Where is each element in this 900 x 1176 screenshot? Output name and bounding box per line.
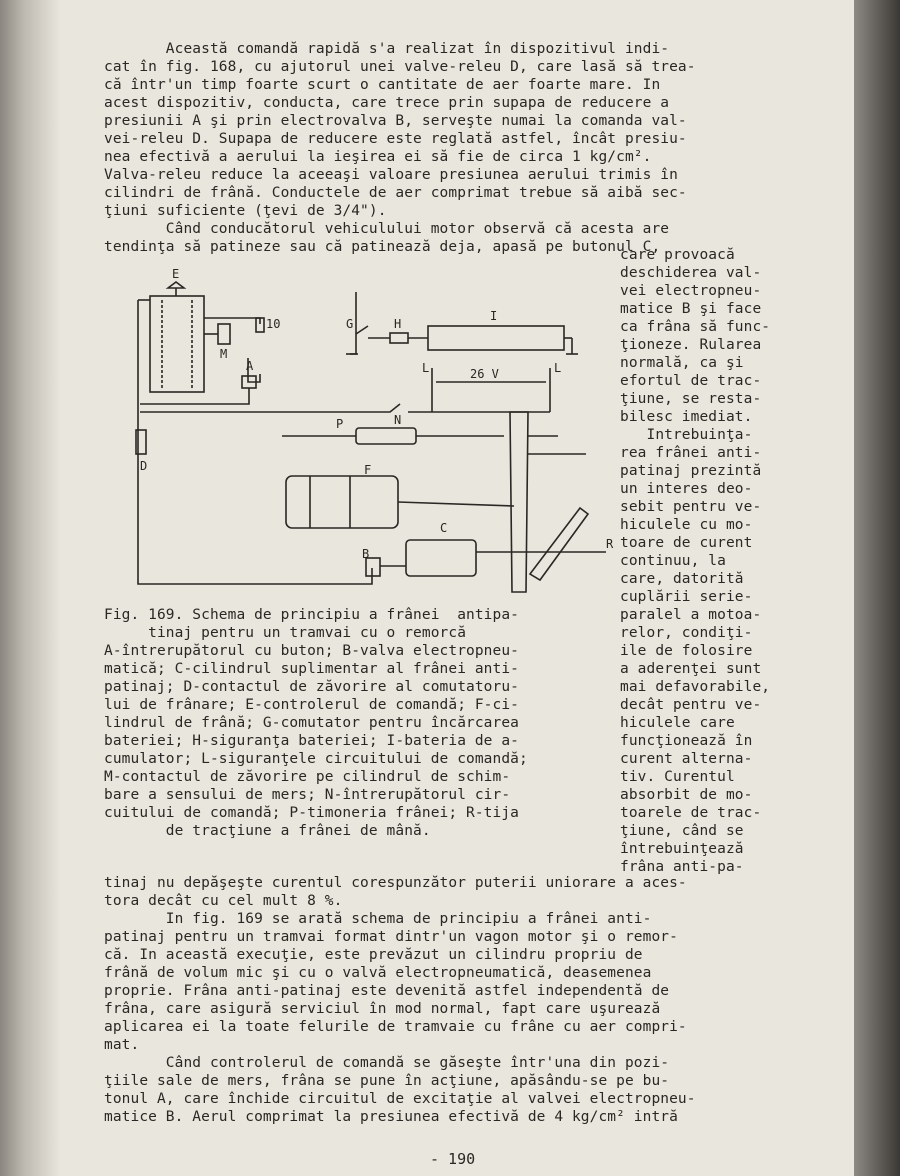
figure-caption <box>104 606 528 840</box>
text-line: Când conducătorul vehiculului motor observă că acesta are <box>104 221 670 237</box>
caption-line: cuitului de comandă; P-timoneria frânei; R-tija <box>104 805 519 821</box>
battery-i <box>428 326 564 350</box>
column-text-line: rea frânei anti- <box>620 445 762 461</box>
controller-e-box <box>150 296 204 392</box>
column-text-line: matice B şi face <box>620 301 762 317</box>
text-line: tonul A, care închide circuitul de excitaţie al valvei electropneu- <box>104 1091 696 1107</box>
svg-text:26 V: 26 V <box>470 367 499 381</box>
column-text-line: ca frâna să func- <box>620 319 771 335</box>
text-line: cat în fig. 168, cu ajutorul unei valve-releu D, care lasă să trea- <box>104 59 696 75</box>
text-line: Când controlerul de comandă se găseşte într'una din pozi- <box>104 1055 670 1071</box>
text-line: Această comandă rapidă s'a realizat în dispozitivul indi- <box>104 41 670 57</box>
text-line: frâna, care asigură serviciul în mod normal, fapt care uşurează <box>104 1001 661 1017</box>
svg-text:L: L <box>422 361 430 375</box>
svg-text:D: D <box>140 459 148 473</box>
caption-line: tinaj pentru un tramvai cu o remorcă <box>104 625 467 641</box>
caption-line: lui de frânare; E-controlerul de comandă; F-ci- <box>104 697 519 713</box>
text-line: acest dispozitiv, conducta, care trece prin supapa de reducere a <box>104 95 670 111</box>
text-line: matice B. Aerul comprimat la presiunea efectivă de 4 kg/cm² intră <box>104 1109 678 1125</box>
caption-line: cumulator; L-siguranţele circuitului de comandă; <box>104 751 528 767</box>
text-line: că. In această execuţie, este prevăzut un cilindru propriu de <box>104 947 643 963</box>
text-line: mat. <box>104 1037 140 1053</box>
column-text-line: Intrebuinţa- <box>620 427 753 443</box>
text-line: ţiile sale de mers, frâna se pune în acţiune, apăsându-se pe bu- <box>104 1073 670 1089</box>
column-text-line: ţiune, când se <box>620 823 744 839</box>
text-line: tinaj nu depăşeşte curentul corespunzător puterii uniorare a aces- <box>104 875 687 891</box>
svg-text:I: I <box>490 309 498 323</box>
cylinder-c <box>406 540 476 576</box>
caption-line: bateriei; H-siguranţa bateriei; I-bateria de a- <box>104 733 519 749</box>
text-line: vei-releu D. Supapa de reducere este reglată astfel, încât presiu- <box>104 131 687 147</box>
caption-line: lindrul de frână; G-comutator pentru încărcarea <box>104 715 519 731</box>
text-line: nea efectivă a aerului la ieşirea ei să fie de circa 1 kg/cm². <box>104 149 652 165</box>
caption-line: Fig. 169. Schema de principiu a frânei antipa- <box>104 607 519 623</box>
right-text-column <box>620 246 770 876</box>
column-text-line: continuu, la <box>620 553 726 569</box>
column-text-line: un interes deo- <box>620 481 753 497</box>
column-text-line: patinaj prezintă <box>620 463 762 479</box>
column-text-line: ţiune, se resta- <box>620 391 762 407</box>
caption-line: A-întrerupătorul cu buton; B-valva electropneu- <box>104 643 519 659</box>
column-text-line: cuplării serie- <box>620 589 753 605</box>
column-text-line: decât pentru ve- <box>620 697 762 713</box>
text-line: frână de volum mic şi cu o valvă electropneumatică, deasemenea <box>104 965 652 981</box>
svg-text:H: H <box>394 317 402 331</box>
column-text-line: curent alterna- <box>620 751 753 767</box>
text-line: patinaj pentru un tramvai format dintr'un vagon motor şi o remor- <box>104 929 678 945</box>
column-text-line: normală, ca şi <box>620 355 744 371</box>
text-line: tendinţa să patineze sau că patinează deja, apasă pe butonul C, <box>104 239 661 255</box>
column-text-line: hiculele cu mo- <box>620 517 753 533</box>
column-text-line: bilesc imediat. <box>620 409 753 425</box>
caption-line: bare a sensului de mers; N-întrerupătorul cir- <box>104 787 511 803</box>
column-text-line: ţioneze. Rularea <box>620 337 762 353</box>
column-text-line: a aderenţei sunt <box>620 661 762 677</box>
text-line: tora decât cu cel mult 8 %. <box>104 893 343 909</box>
svg-text:B: B <box>362 547 370 561</box>
text-line: proprie. Frâna anti-patinaj este devenită astfel independentă de <box>104 983 670 999</box>
page-edge-shadow <box>854 0 900 1176</box>
controller-e-handle <box>168 282 184 288</box>
brake-rod-p <box>356 428 416 444</box>
column-text-line: efortul de trac- <box>620 373 762 389</box>
column-text-line: toare de curent <box>620 535 753 551</box>
text-line: ţiuni suficiente (ţevi de 3/4"). <box>104 203 387 219</box>
svg-text:M: M <box>220 347 228 361</box>
svg-text:G: G <box>346 317 354 331</box>
bottom-paragraphs <box>104 874 696 1126</box>
text-line: că într'un timp foarte scurt o cantitate de aer foarte mare. In <box>104 77 661 93</box>
top-paragraphs <box>104 40 696 256</box>
caption-line: M-contactul de zăvorire pe cilindrul de schim- <box>104 769 511 785</box>
svg-text:A: A <box>246 359 254 373</box>
figure-labels <box>140 267 614 561</box>
column-text-line: tiv. Curentul <box>620 769 735 785</box>
text-line: Valva-releu reduce la aceeaşi valoare presiunea aerului trimis în <box>104 167 678 183</box>
text-line: aplicarea ei la toate felurile de tramvaie cu frâne cu aer compri- <box>104 1019 687 1035</box>
svg-text:10: 10 <box>266 317 281 331</box>
caption-line: patinaj; D-contactul de zăvorire al comutatoru- <box>104 679 519 695</box>
column-text-line: absorbit de mo- <box>620 787 753 803</box>
column-text-line: ile de folosire <box>620 643 753 659</box>
caption-line: de tracţiune a frânei de mână. <box>104 823 431 839</box>
column-text-line: deschiderea val- <box>620 265 762 281</box>
svg-text:L: L <box>554 361 562 375</box>
column-text-line: vei electropneu- <box>620 283 762 299</box>
handbrake-lever <box>530 508 588 580</box>
svg-text:C: C <box>440 521 448 535</box>
svg-text:R: R <box>606 537 614 551</box>
wire-outer-left <box>138 300 372 584</box>
brake-lever <box>510 412 528 592</box>
svg-text:E: E <box>172 267 180 281</box>
svg-text:P: P <box>336 417 344 431</box>
column-text-line: relor, condiţi- <box>620 625 753 641</box>
column-text-line: mai defavorabile, <box>620 679 771 695</box>
column-text-line: funcţionează în <box>620 733 753 749</box>
svg-text:F: F <box>364 463 372 477</box>
svg-text:N: N <box>394 413 402 427</box>
column-text-line: sebit pentru ve- <box>620 499 762 515</box>
column-text-line: hiculele care <box>620 715 735 731</box>
caption-line: matică; C-cilindrul suplimentar al frânei anti- <box>104 661 519 677</box>
column-text-line: paralel a motoa- <box>620 607 762 623</box>
text-line: presiunii A şi prin electrovalva B, serveşte numai la comanda val- <box>104 113 687 129</box>
text-line: In fig. 169 se arată schema de principiu a frânei anti- <box>104 911 652 927</box>
text-line: cilindri de frână. Conductele de aer comprimat trebue să aibă sec- <box>104 185 687 201</box>
brake-cylinder-f <box>286 476 398 528</box>
column-text-line: frâna anti-pa- <box>620 859 744 875</box>
column-text-line: care provoacă <box>620 247 735 263</box>
column-text-line: întrebuinţează <box>620 841 744 857</box>
page-fold-shadow <box>0 0 60 1176</box>
figure-169-schematic <box>110 262 615 604</box>
column-text-line: toarele de trac- <box>620 805 762 821</box>
column-text-line: care, datorită <box>620 571 744 587</box>
page-number: - 190 <box>430 1150 476 1168</box>
